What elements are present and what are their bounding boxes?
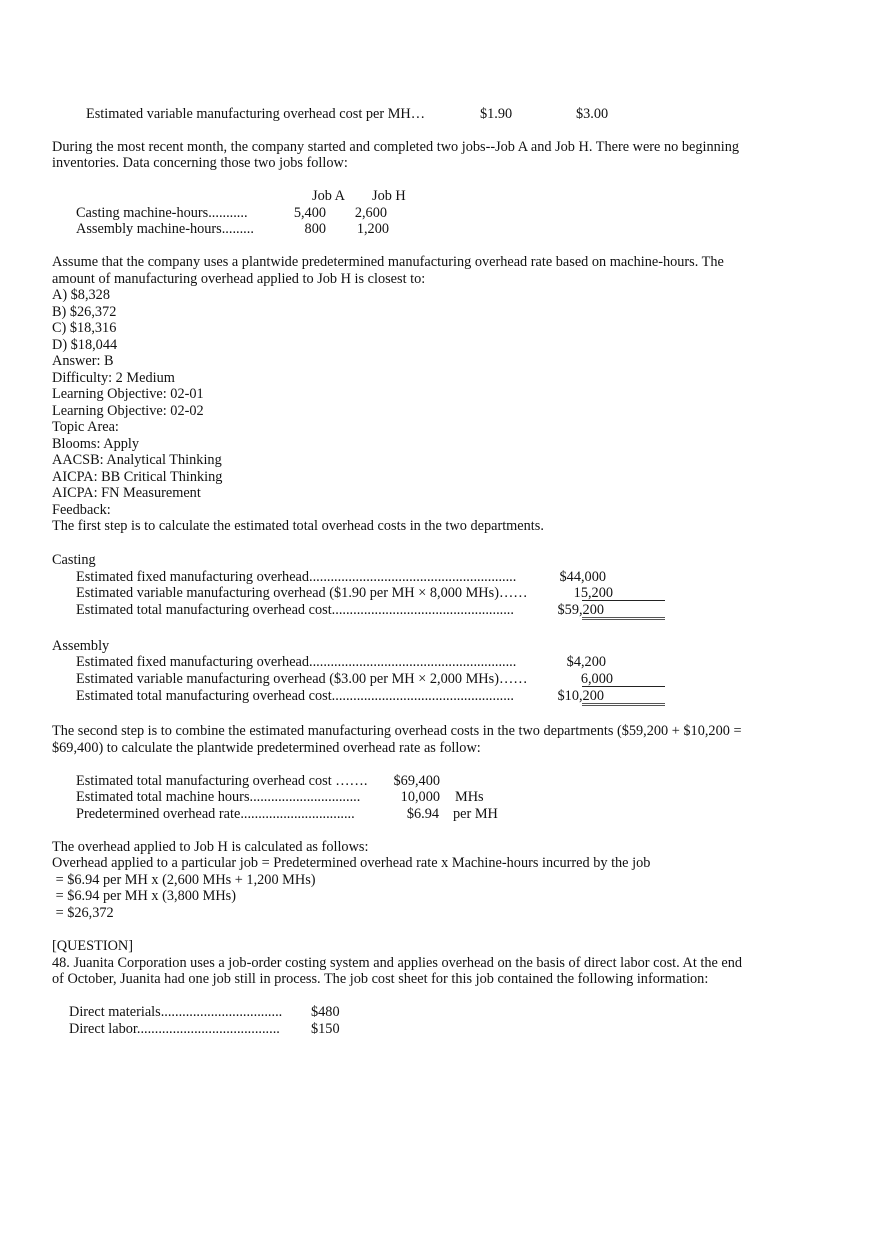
question-line-2: amount of manufacturing overhead applied to Job H is closest to:: [52, 271, 426, 287]
rate-row-label: Estimated total machine hours...............................: [76, 789, 361, 805]
assembly-subtotal-rule: [582, 670, 665, 687]
difficulty: Difficulty: 2 Medium: [52, 370, 175, 386]
assembly-title: Assembly: [52, 638, 110, 654]
step-1-text: The first step is to calculate the estimated total overhead costs in the two departments.: [52, 518, 544, 534]
casting-row-value: $44,000: [559, 569, 606, 585]
rate-row-unit: per MH: [453, 806, 498, 822]
applied-calc-step: = $6.94 per MH x (3,800 MHs): [52, 888, 236, 904]
top-row-assembly-value: $3.00: [576, 106, 609, 122]
top-row-casting-value: $1.90: [480, 106, 513, 122]
next-question-line-1: 48. Juanita Corporation uses a job-order costing system and applies overhead on the basis of direct labor cost. At the end: [52, 955, 743, 971]
jobs-header-job-a: Job A: [312, 188, 345, 204]
jobs-row-job-h: 1,200: [356, 221, 389, 237]
jobs-row-job-a: 800: [304, 221, 326, 237]
casting-title: Casting: [52, 552, 96, 568]
job-cost-row-value: $480: [311, 1004, 340, 1020]
step-2-line-2: $69,400) to calculate the plantwide predetermined overhead rate as follow:: [52, 740, 481, 756]
applied-intro: The overhead applied to Job H is calculated as follows:: [52, 839, 369, 855]
rate-row-unit: MHs: [455, 789, 484, 805]
casting-total-rule: [582, 603, 665, 620]
assembly-row-value: 6,000: [580, 671, 613, 687]
job-cost-row-label: Direct labor........................................: [69, 1021, 280, 1037]
assembly-row-label: Estimated total manufacturing overhead cost...................................................: [76, 688, 514, 704]
applied-calc-step: = $6.94 per MH x (2,600 MHs + 1,200 MHs): [52, 872, 316, 888]
job-cost-row-label: Direct materials..................................: [69, 1004, 283, 1020]
assembly-row-label: Estimated variable manufacturing overhead ($3.00 per MH × 2,000 MHs)……: [76, 671, 528, 687]
assembly-row-value: $4,200: [566, 654, 606, 670]
casting-subtotal-rule: [582, 584, 665, 601]
top-row-label: Estimated variable manufacturing overhead cost per MH…: [86, 106, 426, 122]
learning-objective: Learning Objective: 02-02: [52, 403, 204, 419]
rate-row-label: Predetermined overhead rate................................: [76, 806, 355, 822]
feedback-label: Feedback:: [52, 502, 111, 518]
next-question-line-2: of October, Juanita had one job still in process. The job cost sheet for this job contained the following information:: [52, 971, 709, 987]
question-line-1: Assume that the company uses a plantwide predetermined manufacturing overhead rate based on machine-hours. The: [52, 254, 724, 270]
assembly-row-label: Estimated fixed manufacturing overhead..........................................................: [76, 654, 517, 670]
aicpa: AICPA: BB Critical Thinking: [52, 469, 223, 485]
intro-line-1: During the most recent month, the company started and completed two jobs--Job A and Job H. There were no beginning: [52, 139, 740, 155]
aacsb: AACSB: Analytical Thinking: [52, 452, 222, 468]
option-d: D) $18,044: [52, 337, 118, 353]
learning-objective: Learning Objective: 02-01: [52, 386, 204, 402]
jobs-row-label: Assembly machine-hours.........: [76, 221, 254, 237]
option-b: B) $26,372: [52, 304, 117, 320]
casting-row-label: Estimated total manufacturing overhead cost...................................................: [76, 602, 514, 618]
casting-row-label: Estimated variable manufacturing overhead ($1.90 per MH × 8,000 MHs)……: [76, 585, 528, 601]
rate-row-value: 10,000: [400, 789, 440, 805]
option-a: A) $8,328: [52, 287, 110, 303]
assembly-total-rule: [582, 689, 665, 706]
rate-row-value: $6.94: [406, 806, 439, 822]
option-c: C) $18,316: [52, 320, 117, 336]
jobs-row-job-a: 5,400: [293, 205, 326, 221]
casting-row-value: 15,200: [573, 585, 613, 601]
intro-line-2: inventories. Data concerning those two jobs follow:: [52, 155, 348, 171]
step-2-line-1: The second step is to combine the estimated manufacturing overhead costs in the two departments ($59,200 + $10,200 =: [52, 723, 742, 739]
applied-formula: Overhead applied to a particular job = Predetermined overhead rate x Machine-hours incurred by the job: [52, 855, 651, 871]
jobs-row-job-h: 2,600: [354, 205, 387, 221]
aicpa: AICPA: FN Measurement: [52, 485, 201, 501]
casting-row-label: Estimated fixed manufacturing overhead..........................................................: [76, 569, 517, 585]
question-tag: [QUESTION]: [52, 938, 133, 954]
assembly-row-value: $10,200: [557, 688, 604, 704]
topic-area: Topic Area:: [52, 419, 119, 435]
answer: Answer: B: [52, 353, 114, 369]
jobs-row-label: Casting machine-hours...........: [76, 205, 248, 221]
casting-row-value: $59,200: [557, 602, 604, 618]
jobs-header-job-h: Job H: [372, 188, 406, 204]
rate-row-value: $69,400: [393, 773, 440, 789]
applied-result: = $26,372: [52, 905, 114, 921]
blooms: Blooms: Apply: [52, 436, 139, 452]
job-cost-row-value: $150: [311, 1021, 340, 1037]
rate-row-label: Estimated total manufacturing overhead cost …….: [76, 773, 368, 789]
